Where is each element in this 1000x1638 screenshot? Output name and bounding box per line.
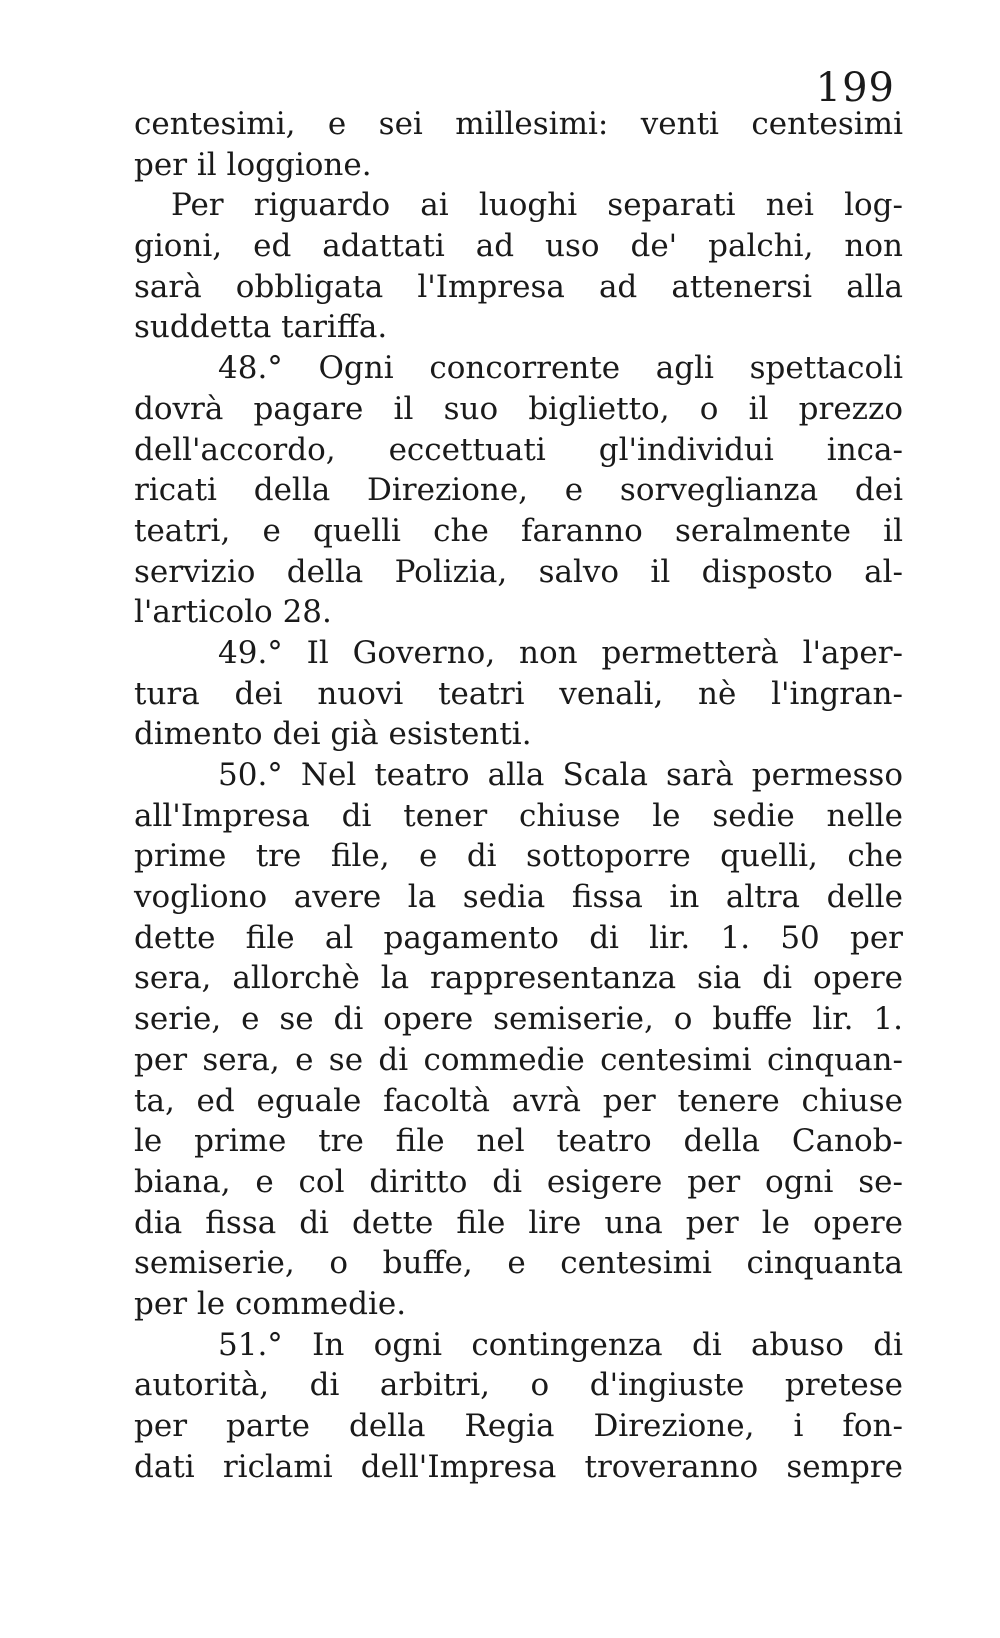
text-line: all'Impresa di tener chiuse le sedie nelle: [134, 797, 903, 834]
text-line: 50.° Nel teatro alla Scala sarà permesso: [218, 757, 903, 793]
text-line: sarà obbligata l'Impresa ad attenersi alla: [134, 268, 903, 305]
text-line: dovrà pagare il suo biglietto, o il prezzo: [134, 390, 903, 427]
text-line: serie, e se di opere semiserie, o buffe lir. 1.: [134, 1001, 903, 1038]
text-line: servizio della Polizia, salvo il disposto al-: [134, 553, 903, 590]
text-line: dette file al pagamento di lir. 1. 50 per: [134, 919, 903, 956]
text-line: Per riguardo ai luoghi separati nei log-: [171, 187, 903, 224]
text-line: sera, allorchè la rappresentanza sia di opere: [134, 960, 903, 997]
text-line: dia fissa di dette file lire una per le opere: [134, 1204, 903, 1241]
text-line: per sera, e se di commedie centesimi cinquan-: [134, 1041, 903, 1078]
text-line: dimento dei già esistenti.: [134, 716, 532, 753]
text-line: autorità, di arbitri, o d'ingiuste pretese: [134, 1367, 903, 1404]
text-line: biana, e col diritto di esigere per ogni se-: [134, 1163, 903, 1200]
text-line: per parte della Regia Direzione, i fon-: [134, 1408, 903, 1444]
text-line: suddetta tariffa.: [134, 309, 388, 346]
text-line: ta, ed eguale facoltà avrà per tenere chiuse: [134, 1082, 903, 1119]
text-line: 51.° In ogni contingenza di abuso di: [218, 1326, 903, 1363]
text-line: dati riclami dell'Impresa troveranno sempre: [134, 1448, 903, 1485]
text-line: prime tre file, e di sottoporre quelli, che: [134, 838, 903, 875]
text-line: gioni, ed adattati ad uso de' palchi, non: [134, 228, 903, 265]
text-line: vogliono avere la sedia fissa in altra delle: [134, 879, 903, 916]
text-line: l'articolo 28.: [134, 594, 332, 631]
body-text: [134, 104, 903, 1487]
text-line: tura dei nuovi teatri venali, nè l'ingran-: [134, 675, 903, 712]
text-line: teatri, e quelli che faranno seralmente il: [134, 512, 903, 549]
text-line: 49.° Il Governo, non permetterà l'aper-: [218, 634, 903, 671]
text-line: ricati della Direzione, e sorveglianza dei: [134, 472, 903, 509]
text-line: centesimi, e sei millesimi: venti centesimi: [134, 106, 903, 142]
text-line: le prime tre file nel teatro della Canob-: [134, 1123, 903, 1160]
text-line: per il loggione.: [134, 146, 372, 183]
text-line: semiserie, o buffe, e centesimi cinquanta: [134, 1245, 903, 1282]
text-line: 48.° Ogni concorrente agli spettacoli: [218, 350, 903, 387]
text-line: dell'accordo, eccettuati gl'individui inca-: [134, 431, 903, 468]
text-line: per le commedie.: [134, 1285, 407, 1322]
page-number: 199: [815, 65, 895, 111]
